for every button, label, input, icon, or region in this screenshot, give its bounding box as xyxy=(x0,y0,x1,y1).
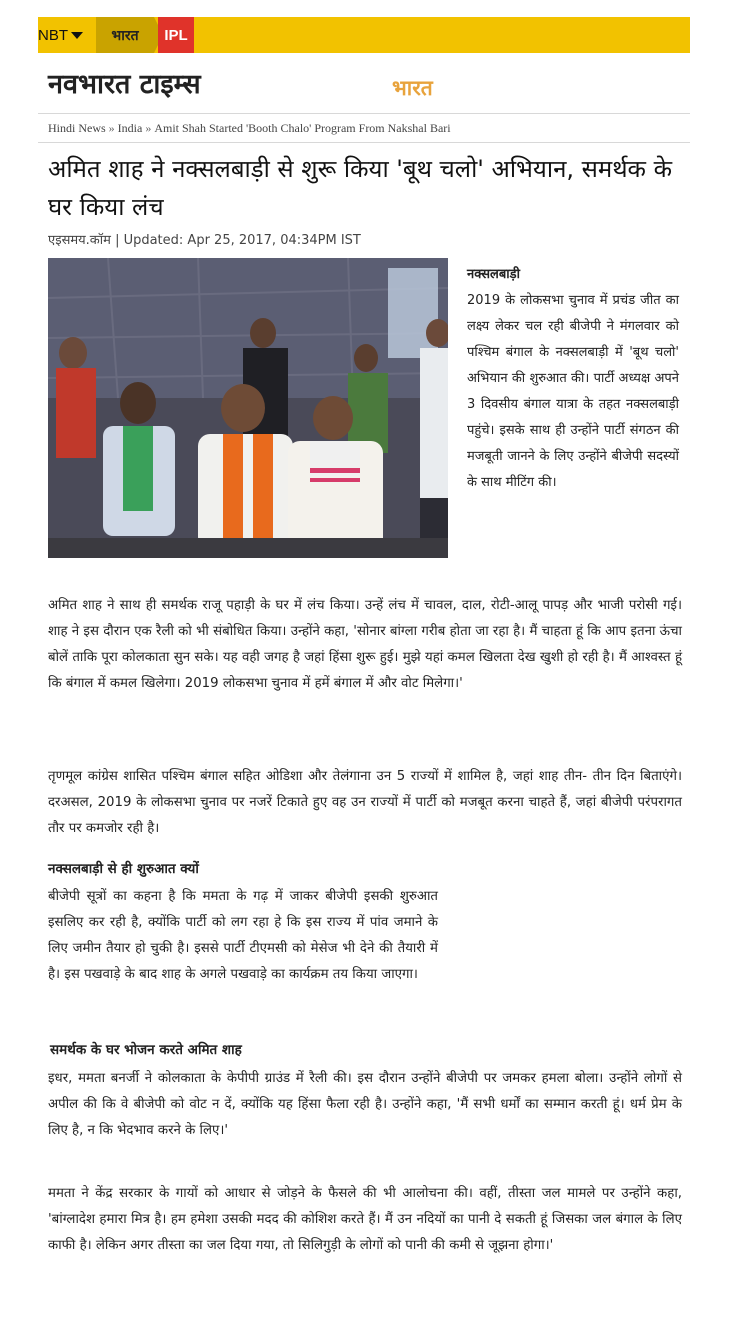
article-headline: अमित शाह ने नक्सलबाड़ी से शुरू किया 'बूथ चलो' अभियान, समर्थक के घर किया लंच xyxy=(48,155,673,221)
article-photo[interactable] xyxy=(48,258,448,558)
breadcrumb-home-link[interactable]: Hindi News xyxy=(48,121,106,135)
nbt-brand-label: NBT xyxy=(38,26,68,44)
dateline-place: नक्सलबाड़ी xyxy=(467,267,520,282)
breadcrumb xyxy=(48,121,451,136)
breadcrumb-category-link[interactable]: India xyxy=(117,121,143,135)
article-photo-illustration xyxy=(48,258,448,558)
breadcrumb-current: Amit Shah Started 'Booth Chalo' Program From Nakshal Bari xyxy=(154,121,451,135)
divider xyxy=(38,142,690,143)
article-paragraph: ममता ने केंद्र सरकार के गायों को आधार से जोड़ने के फैसले की भी आलोचना की। वहीं, तीस्ता जल मामले पर उन्होंने कहा, 'बांग्लादेश हमारा मित्र है। हम हमेशा उसकी मदद की कोशिश करते हैं। मैं उन नदियों का पानी दे सकती हूं जिसका जल बंगाल के लिए काफी है। लेकिन अगर तीस्ता का जल दिया गया, तो सिलिगुड़ी के लोगों को पानी की कमी से जूझना होगा।' xyxy=(48,1186,682,1253)
breadcrumb-separator: » xyxy=(108,121,115,135)
section-title[interactable]: भारत xyxy=(392,76,433,100)
article-subheading: नक्सलबाड़ी से ही शुरुआत क्यों xyxy=(48,861,199,877)
tab-ipl-label: IPL xyxy=(164,26,188,44)
tab-bharat-label: भारत xyxy=(111,27,139,44)
breadcrumb-separator: » xyxy=(145,121,152,135)
article-intro xyxy=(467,262,679,496)
tab-ipl[interactable] xyxy=(158,17,194,53)
divider xyxy=(38,113,690,114)
article-paragraph: तृणमूल कांग्रेस शासित पश्चिम बंगाल सहित ओडिशा और तेलंगाना उन 5 राज्यों में शामिल है, जहां शाह तीन- तीन दिन बिताएंगे। दरअसल, 2019 के लोकसभा चुनाव पर नजरें टिकाते हुए वह उन राज्यों में पार्टी को मजबूत करना चाहते हैं, जहां बीजेपी परंपरागत तौर पर कमजोर रही है। xyxy=(48,769,682,836)
article-paragraph: बीजेपी सूत्रों का कहना है कि ममता के गढ़ में जाकर बीजेपी इसकी शुरुआत इसलिए कर रही है, क्योंकि पार्टी को लग रहा हे कि इस राज्य में पांव जमाने के लिए जमीन तैयार हो चुकी है। इससे पार्टी टीएमसी को मेसेज भी देने की तैयारी में है। इस पखवाड़े के बाद शाह के अगले पखवाड़े का कार्यक्रम तय किया जाएगा। xyxy=(48,889,438,982)
caret-down-icon xyxy=(71,32,83,39)
article-subheading: समर्थक के घर भोजन करते अमित शाह xyxy=(50,1042,242,1058)
nbt-menu-button[interactable] xyxy=(38,17,96,53)
article-byline: एइसमय.कॉम | Updated: Apr 25, 2017, 04:34PM IST xyxy=(48,233,361,248)
site-logo[interactable]: नवभारत टाइम्स xyxy=(48,69,201,100)
top-nav-bar xyxy=(38,17,690,53)
article-paragraph: अमित शाह ने साथ ही समर्थक राजू पहाड़ी के घर में लंच किया। उन्हें लंच में चावल, दाल, रोटी-आलू पापड़ और भाजी परोसी गई। शाह ने इस दौरान एक रैली को भी संबोधित किया। उन्होंने कहा, 'सोनार बांग्ला गरीब होता जा रहा है। मैं चाहता हूं कि आप इतना ऊंचा बोलें ताकि पूरा कोलकाता सुन सके। यह वही जगह है जहां हिंसा शुरू हुई। मुझे यहां कमल खिलता देख खुशी हो रही है। मैं आश्वस्त हूं कि बंगाल में कमल खिलेगा। 2019 लोकसभा चुनाव में हमें बंगाल में और वोट मिलेगा।' xyxy=(48,598,682,691)
tab-bharat[interactable] xyxy=(96,17,154,53)
article-paragraph: इधर, ममता बनर्जी ने कोलकाता के केपीपी ग्राउंड में रैली की। इस दौरान उन्होंने बीजेपी पर जमकर हमला बोला। उन्होंने लोगों से अपील की कि वे बीजेपी को वोट न दें, क्योंकि यह हिंसा फैला रही है। उन्होंने कहा, 'मैं सभी धर्मों का सम्मान करती हूं। धर्म प्रेम के लिए है, न कि भेदभाव करने के लिए।' xyxy=(48,1071,682,1138)
intro-text: 2019 के लोकसभा चुनाव में प्रचंड जीत का लक्ष्य लेकर चल रही बीजेपी ने मंगलवार को पश्चिम बंगाल के नक्सलबाड़ी में 'बूथ चलो' अभियान की शुरुआत की। पार्टी अध्यक्ष अपने 3 दिवसीय बंगाल यात्रा के तहत नक्सलबाड़ी पहुंचे। इसके साथ ही उन्होंने पार्टी संगठन की मजबूती जानने के लिए उन्होंने बीजेपी सदस्यों के साथ मीटिंग की। xyxy=(467,293,679,490)
